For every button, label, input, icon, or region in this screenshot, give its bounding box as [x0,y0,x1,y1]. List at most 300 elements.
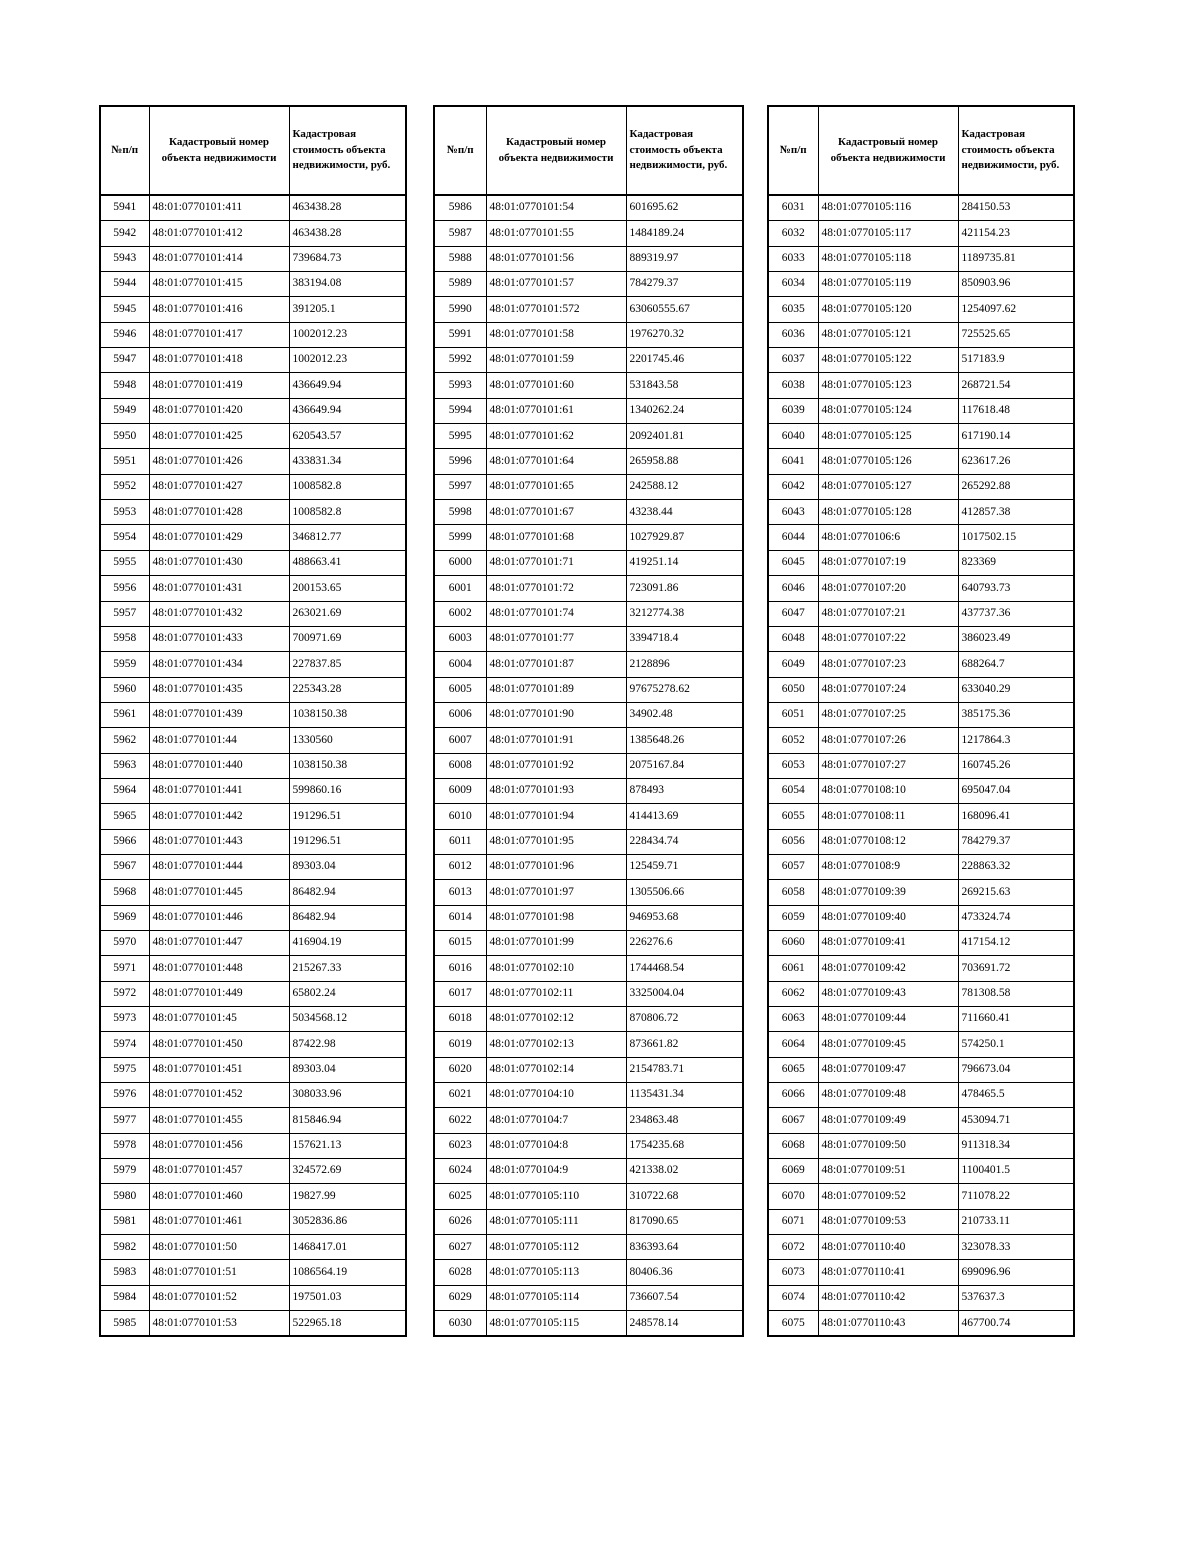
cadastral-number: 48:01:0770101:98 [486,905,626,930]
table-row [100,1108,406,1133]
row-number: 5964 [100,778,149,803]
cadastral-value: 168096.41 [958,804,1074,829]
cadastral-number: 48:01:0770101:441 [149,778,289,803]
table-row [100,500,406,525]
row-number: 6049 [768,652,818,677]
table-row [768,778,1074,803]
table-row [100,1057,406,1082]
cadastral-value: 2128896 [626,652,743,677]
cadastral-number: 48:01:0770101:428 [149,500,289,525]
row-number: 6015 [434,930,486,955]
cadastral-number: 48:01:0770109:40 [818,905,958,930]
table-row [768,246,1074,271]
cadastral-value: 453094.71 [958,1108,1074,1133]
row-number: 5963 [100,753,149,778]
cadastral-number: 48:01:0770108:11 [818,804,958,829]
row-number: 6047 [768,601,818,626]
cadastral-number: 48:01:0770105:121 [818,322,958,347]
cadastral-number: 48:01:0770109:50 [818,1133,958,1158]
table-row [768,474,1074,499]
row-number: 5947 [100,348,149,373]
table-row [100,601,406,626]
table-row [434,424,743,449]
table-row [100,1159,406,1184]
cadastral-number: 48:01:0770101:64 [486,449,626,474]
row-number: 5976 [100,1083,149,1108]
cadastral-value: 796673.04 [958,1057,1074,1082]
table-row [434,1311,743,1337]
row-number: 5989 [434,272,486,297]
row-number: 6027 [434,1235,486,1260]
cadastral-value: 463438.28 [289,195,406,221]
cadastral-number: 48:01:0770101:96 [486,854,626,879]
row-number: 6039 [768,398,818,423]
cadastral-number: 48:01:0770101:444 [149,854,289,879]
row-number: 5974 [100,1032,149,1057]
table-row [434,854,743,879]
cadastral-value: 1038150.38 [289,702,406,727]
cadastral-number: 48:01:0770101:54 [486,195,626,221]
table-header-row [100,106,406,195]
table-row [434,1159,743,1184]
table-row [100,753,406,778]
cadastral-number: 48:01:0770101:435 [149,677,289,702]
table-row [768,981,1074,1006]
cadastral-value: 242588.12 [626,474,743,499]
cadastral-number: 48:01:0770101:425 [149,424,289,449]
cadastral-value: 89303.04 [289,854,406,879]
row-number: 5981 [100,1209,149,1234]
table-row [434,1083,743,1108]
row-number: 6033 [768,246,818,271]
row-number: 6012 [434,854,486,879]
table-row [434,1260,743,1285]
row-number: 5962 [100,728,149,753]
table-row [768,221,1074,246]
cadastral-value: 1027929.87 [626,525,743,550]
table-row [100,272,406,297]
cadastral-number: 48:01:0770101:45 [149,1007,289,1032]
row-number: 5955 [100,550,149,575]
cadastral-number: 48:01:0770101:427 [149,474,289,499]
cadastral-value: 2075167.84 [626,753,743,778]
table-row [100,829,406,854]
cadastral-value: 817090.65 [626,1209,743,1234]
cadastral-value: 1330560 [289,728,406,753]
cadastral-value: 412857.38 [958,500,1074,525]
cadastral-value: 19827.99 [289,1184,406,1209]
cadastral-number: 48:01:0770101:417 [149,322,289,347]
row-number: 6036 [768,322,818,347]
table-row [100,652,406,677]
row-number: 6038 [768,373,818,398]
cadastral-number: 48:01:0770110:42 [818,1285,958,1310]
cadastral-value: 2092401.81 [626,424,743,449]
cadastral-table-1 [99,105,407,1337]
cadastral-value: 263021.69 [289,601,406,626]
cadastral-number: 48:01:0770101:58 [486,322,626,347]
cadastral-value: 711078.22 [958,1184,1074,1209]
table-row [100,1209,406,1234]
cadastral-value: 414413.69 [626,804,743,829]
table-row [100,449,406,474]
row-number: 6009 [434,778,486,803]
table-row [768,424,1074,449]
cadastral-number: 48:01:0770110:43 [818,1311,958,1337]
table-row [434,804,743,829]
cadastral-value: 248578.14 [626,1311,743,1337]
row-number: 6064 [768,1032,818,1057]
cadastral-number: 48:01:0770101:420 [149,398,289,423]
row-number: 5975 [100,1057,149,1082]
cadastral-value: 688264.7 [958,652,1074,677]
cadastral-number: 48:01:0770104:8 [486,1133,626,1158]
cadastral-number: 48:01:0770107:24 [818,677,958,702]
table-row [434,398,743,423]
cadastral-value: 537637.3 [958,1285,1074,1310]
cadastral-value: 265292.88 [958,474,1074,499]
row-number: 5978 [100,1133,149,1158]
row-number: 5959 [100,652,149,677]
table-row [434,500,743,525]
table-row [100,702,406,727]
row-number: 5973 [100,1007,149,1032]
cadastral-number: 48:01:0770101:414 [149,246,289,271]
cadastral-number: 48:01:0770107:23 [818,652,958,677]
cadastral-number: 48:01:0770101:55 [486,221,626,246]
table-row [434,981,743,1006]
cadastral-number: 48:01:0770101:68 [486,525,626,550]
row-number: 6059 [768,905,818,930]
row-number: 5945 [100,297,149,322]
row-number: 6035 [768,297,818,322]
cadastral-table-2 [433,105,744,1337]
cadastral-number: 48:01:0770105:123 [818,373,958,398]
table-row [768,1235,1074,1260]
cadastral-number: 48:01:0770108:12 [818,829,958,854]
table-row [100,880,406,905]
row-number: 5953 [100,500,149,525]
cadastral-number: 48:01:0770107:19 [818,550,958,575]
cadastral-number: 48:01:0770101:62 [486,424,626,449]
table-row [434,880,743,905]
cadastral-number: 48:01:0770107:22 [818,626,958,651]
table-row [434,652,743,677]
cadastral-value: 739684.73 [289,246,406,271]
cadastral-value: 467700.74 [958,1311,1074,1337]
cadastral-number: 48:01:0770101:451 [149,1057,289,1082]
table-row [768,348,1074,373]
table-row [768,1133,1074,1158]
cadastral-value: 421338.02 [626,1159,743,1184]
cadastral-number: 48:01:0770101:56 [486,246,626,271]
table-row [434,272,743,297]
row-number: 5946 [100,322,149,347]
cadastral-number: 48:01:0770101:65 [486,474,626,499]
row-number: 6060 [768,930,818,955]
cadastral-number: 48:01:0770110:41 [818,1260,958,1285]
cadastral-value: 1340262.24 [626,398,743,423]
row-number: 5969 [100,905,149,930]
cadastral-number: 48:01:0770109:47 [818,1057,958,1082]
cadastral-value: 323078.33 [958,1235,1074,1260]
table-row [100,854,406,879]
cadastral-value: 1086564.19 [289,1260,406,1285]
cadastral-number: 48:01:0770107:25 [818,702,958,727]
table-row [768,728,1074,753]
cadastral-value: 1038150.38 [289,753,406,778]
cadastral-value: 781308.58 [958,981,1074,1006]
cadastral-number: 48:01:0770109:42 [818,956,958,981]
cadastral-number: 48:01:0770101:447 [149,930,289,955]
row-number: 6054 [768,778,818,803]
row-number: 5949 [100,398,149,423]
row-number: 5979 [100,1159,149,1184]
row-number: 6063 [768,1007,818,1032]
table-row [100,398,406,423]
cadastral-number: 48:01:0770109:39 [818,880,958,905]
table-row [100,956,406,981]
cadastral-value: 191296.51 [289,804,406,829]
row-number: 6018 [434,1007,486,1032]
table-row [100,930,406,955]
cadastral-value: 3325004.04 [626,981,743,1006]
row-number: 5950 [100,424,149,449]
cadastral-number: 48:01:0770101:572 [486,297,626,322]
table-row [768,829,1074,854]
cadastral-value: 65802.24 [289,981,406,1006]
cadastral-number: 48:01:0770101:460 [149,1184,289,1209]
row-number: 6070 [768,1184,818,1209]
row-number: 6028 [434,1260,486,1285]
row-number: 5943 [100,246,149,271]
cadastral-number: 48:01:0770101:71 [486,550,626,575]
table-row [100,525,406,550]
cadastral-value: 1305506.66 [626,880,743,905]
table-row [434,1032,743,1057]
row-number: 6051 [768,702,818,727]
cadastral-number: 48:01:0770107:20 [818,576,958,601]
cadastral-number: 48:01:0770107:27 [818,753,958,778]
row-number: 6032 [768,221,818,246]
cadastral-number: 48:01:0770104:10 [486,1083,626,1108]
header-cadastral-number: Кадастровый номер объекта недвижимости [818,106,958,195]
cadastral-value: 421154.23 [958,221,1074,246]
cadastral-number: 48:01:0770101:434 [149,652,289,677]
cadastral-value: 228863.32 [958,854,1074,879]
cadastral-value: 308033.96 [289,1083,406,1108]
row-number: 5957 [100,601,149,626]
cadastral-number: 48:01:0770101:77 [486,626,626,651]
table-row [100,1311,406,1337]
row-number: 5942 [100,221,149,246]
table-row [100,1260,406,1285]
row-number: 5992 [434,348,486,373]
row-number: 5996 [434,449,486,474]
cadastral-value: 63060555.67 [626,297,743,322]
table-row [434,1108,743,1133]
cadastral-number: 48:01:0770105:118 [818,246,958,271]
row-number: 5988 [434,246,486,271]
row-number: 5954 [100,525,149,550]
cadastral-number: 48:01:0770109:51 [818,1159,958,1184]
table-body [434,195,743,1336]
cadastral-number: 48:01:0770106:6 [818,525,958,550]
cadastral-number: 48:01:0770101:94 [486,804,626,829]
cadastral-value: 517183.9 [958,348,1074,373]
table-row [434,753,743,778]
cadastral-value: 620543.57 [289,424,406,449]
table-row [100,246,406,271]
table-row [768,297,1074,322]
table-row [768,195,1074,221]
cadastral-value: 1744468.54 [626,956,743,981]
row-number: 5994 [434,398,486,423]
table-row [100,981,406,1006]
cadastral-value: 488663.41 [289,550,406,575]
row-number: 5977 [100,1108,149,1133]
cadastral-value: 1100401.5 [958,1159,1074,1184]
row-number: 5948 [100,373,149,398]
table-row [100,677,406,702]
cadastral-number: 48:01:0770101:448 [149,956,289,981]
cadastral-number: 48:01:0770101:99 [486,930,626,955]
cadastral-value: 386023.49 [958,626,1074,651]
cadastral-value: 1008582.8 [289,500,406,525]
table-row [100,1285,406,1310]
table-row [434,1184,743,1209]
table-body [100,195,406,1336]
cadastral-value: 210733.11 [958,1209,1074,1234]
row-number: 6002 [434,601,486,626]
table-row [100,550,406,575]
table-row [768,956,1074,981]
cadastral-number: 48:01:0770101:415 [149,272,289,297]
table-row [434,930,743,955]
table-row [100,626,406,651]
table-row [100,1133,406,1158]
table-row [768,1159,1074,1184]
cadastral-value: 437737.36 [958,601,1074,626]
row-number: 5985 [100,1311,149,1337]
cadastral-value: 815846.94 [289,1108,406,1133]
cadastral-number: 48:01:0770101:59 [486,348,626,373]
table-row [434,297,743,322]
row-number: 6062 [768,981,818,1006]
cadastral-value: 784279.37 [626,272,743,297]
cadastral-number: 48:01:0770109:43 [818,981,958,1006]
cadastral-number: 48:01:0770101:90 [486,702,626,727]
cadastral-value: 736607.54 [626,1285,743,1310]
cadastral-number: 48:01:0770101:67 [486,500,626,525]
cadastral-value: 700971.69 [289,626,406,651]
table-row [100,195,406,221]
cadastral-number: 48:01:0770101:51 [149,1260,289,1285]
table-row [434,1007,743,1032]
cadastral-number: 48:01:0770102:11 [486,981,626,1006]
table-row [768,880,1074,905]
row-number: 6030 [434,1311,486,1337]
table-row [768,652,1074,677]
cadastral-value: 391205.1 [289,297,406,322]
cadastral-number: 48:01:0770104:7 [486,1108,626,1133]
table-row [768,1083,1074,1108]
row-number: 6029 [434,1285,486,1310]
table-row [434,677,743,702]
table-row [100,1184,406,1209]
cadastral-value: 878493 [626,778,743,803]
cadastral-number: 48:01:0770105:126 [818,449,958,474]
table-row [768,677,1074,702]
cadastral-number: 48:01:0770109:41 [818,930,958,955]
cadastral-number: 48:01:0770101:431 [149,576,289,601]
table-row [768,1285,1074,1310]
cadastral-value: 125459.71 [626,854,743,879]
cadastral-value: 284150.53 [958,195,1074,221]
cadastral-number: 48:01:0770105:110 [486,1184,626,1209]
table-row [434,221,743,246]
row-number: 5966 [100,829,149,854]
table-row [768,626,1074,651]
row-number: 5944 [100,272,149,297]
cadastral-number: 48:01:0770101:419 [149,373,289,398]
header-cadastral-number: Кадастровый номер объекта недвижимости [486,106,626,195]
cadastral-value: 268721.54 [958,373,1074,398]
header-number: №п/п [434,106,486,195]
row-number: 5972 [100,981,149,1006]
cadastral-number: 48:01:0770101:50 [149,1235,289,1260]
row-number: 6011 [434,829,486,854]
cadastral-value: 2154783.71 [626,1057,743,1082]
cadastral-number: 48:01:0770105:115 [486,1311,626,1337]
cadastral-number: 48:01:0770102:10 [486,956,626,981]
cadastral-value: 86482.94 [289,905,406,930]
row-number: 5958 [100,626,149,651]
table-row [768,322,1074,347]
table-row [768,1057,1074,1082]
cadastral-number: 48:01:0770107:21 [818,601,958,626]
row-number: 5960 [100,677,149,702]
table-row [434,601,743,626]
cadastral-number: 48:01:0770101:72 [486,576,626,601]
cadastral-number: 48:01:0770101:455 [149,1108,289,1133]
cadastral-value: 946953.68 [626,905,743,930]
table-row [768,930,1074,955]
table-row [768,1184,1074,1209]
cadastral-number: 48:01:0770101:439 [149,702,289,727]
cadastral-number: 48:01:0770101:87 [486,652,626,677]
cadastral-number: 48:01:0770101:53 [149,1311,289,1337]
cadastral-number: 48:01:0770102:14 [486,1057,626,1082]
cadastral-value: 836393.64 [626,1235,743,1260]
row-number: 6048 [768,626,818,651]
table-row [768,398,1074,423]
cadastral-value: 695047.04 [958,778,1074,803]
row-number: 6040 [768,424,818,449]
row-number: 5990 [434,297,486,322]
cadastral-value: 640793.73 [958,576,1074,601]
header-cadastral-value: Кадастровая стоимость объекта недвижимости, руб. [626,106,743,195]
header-number: №п/п [768,106,818,195]
cadastral-value: 463438.28 [289,221,406,246]
table-row [768,905,1074,930]
table-row [100,728,406,753]
cadastral-number: 48:01:0770101:446 [149,905,289,930]
header-cadastral-value: Кадастровая стоимость объекта недвижимости, руб. [289,106,406,195]
row-number: 6075 [768,1311,818,1337]
table-row [100,778,406,803]
cadastral-value: 87422.98 [289,1032,406,1057]
